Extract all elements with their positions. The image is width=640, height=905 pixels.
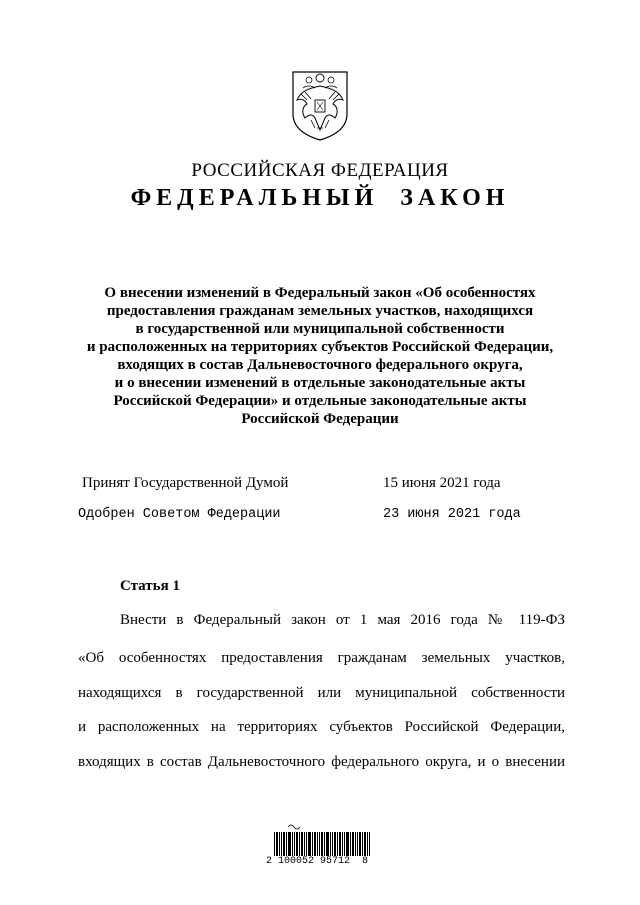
title-line: в государственной или муниципальной собственности (135, 321, 505, 337)
article-text-line: входящих в состав Дальневосточного федерального округа, и о внесении (78, 754, 565, 770)
barcode (272, 822, 372, 858)
title-line: и о внесении изменений в отдельные законодательные акты (114, 375, 526, 391)
title-line: и расположенных на территориях субъектов Российской Федерации, (86, 339, 554, 355)
title-line: предоставления гражданам земельных участков, находящихся (106, 303, 534, 319)
council-approval-label: Одобрен Советом Федерации (78, 507, 281, 522)
title-line: Российской Федерации» и отдельные законодательные акты (113, 393, 527, 409)
coat-of-arms-emblem (289, 70, 351, 142)
council-approval-date: 23 июня 2021 года (383, 507, 521, 522)
article-text-line: находящихся в государственной или муниципальной собственности (78, 685, 565, 701)
duma-adoption-date: 15 июня 2021 года (383, 475, 501, 491)
barcode-number: 2 100052 95712 8 (266, 856, 369, 867)
law-title (60, 284, 580, 428)
title-line: О внесении изменений в Федеральный закон «Об особенностях (104, 285, 536, 301)
duma-adoption-label: Принят Государственной Думой (82, 475, 289, 491)
article-text-line: Внести в Федеральный закон от 1 мая 2016 года № 119-ФЗ (120, 612, 565, 628)
country-name: РОССИЙСКАЯ ФЕДЕРАЦИЯ (191, 160, 449, 181)
article-text-line: «Об особенностях предоставления гражданам земельных участков, (78, 650, 565, 666)
document-type: ФЕДЕРАЛЬНЫЙ ЗАКОН (130, 185, 510, 211)
article-text-line: и расположенных на территориях субъектов Российской Федерации, (78, 719, 565, 735)
title-line: Российской Федерации (241, 411, 399, 427)
article-heading: Статья 1 (120, 578, 180, 594)
title-line: входящих в состав Дальневосточного федерального округа, (117, 357, 523, 373)
